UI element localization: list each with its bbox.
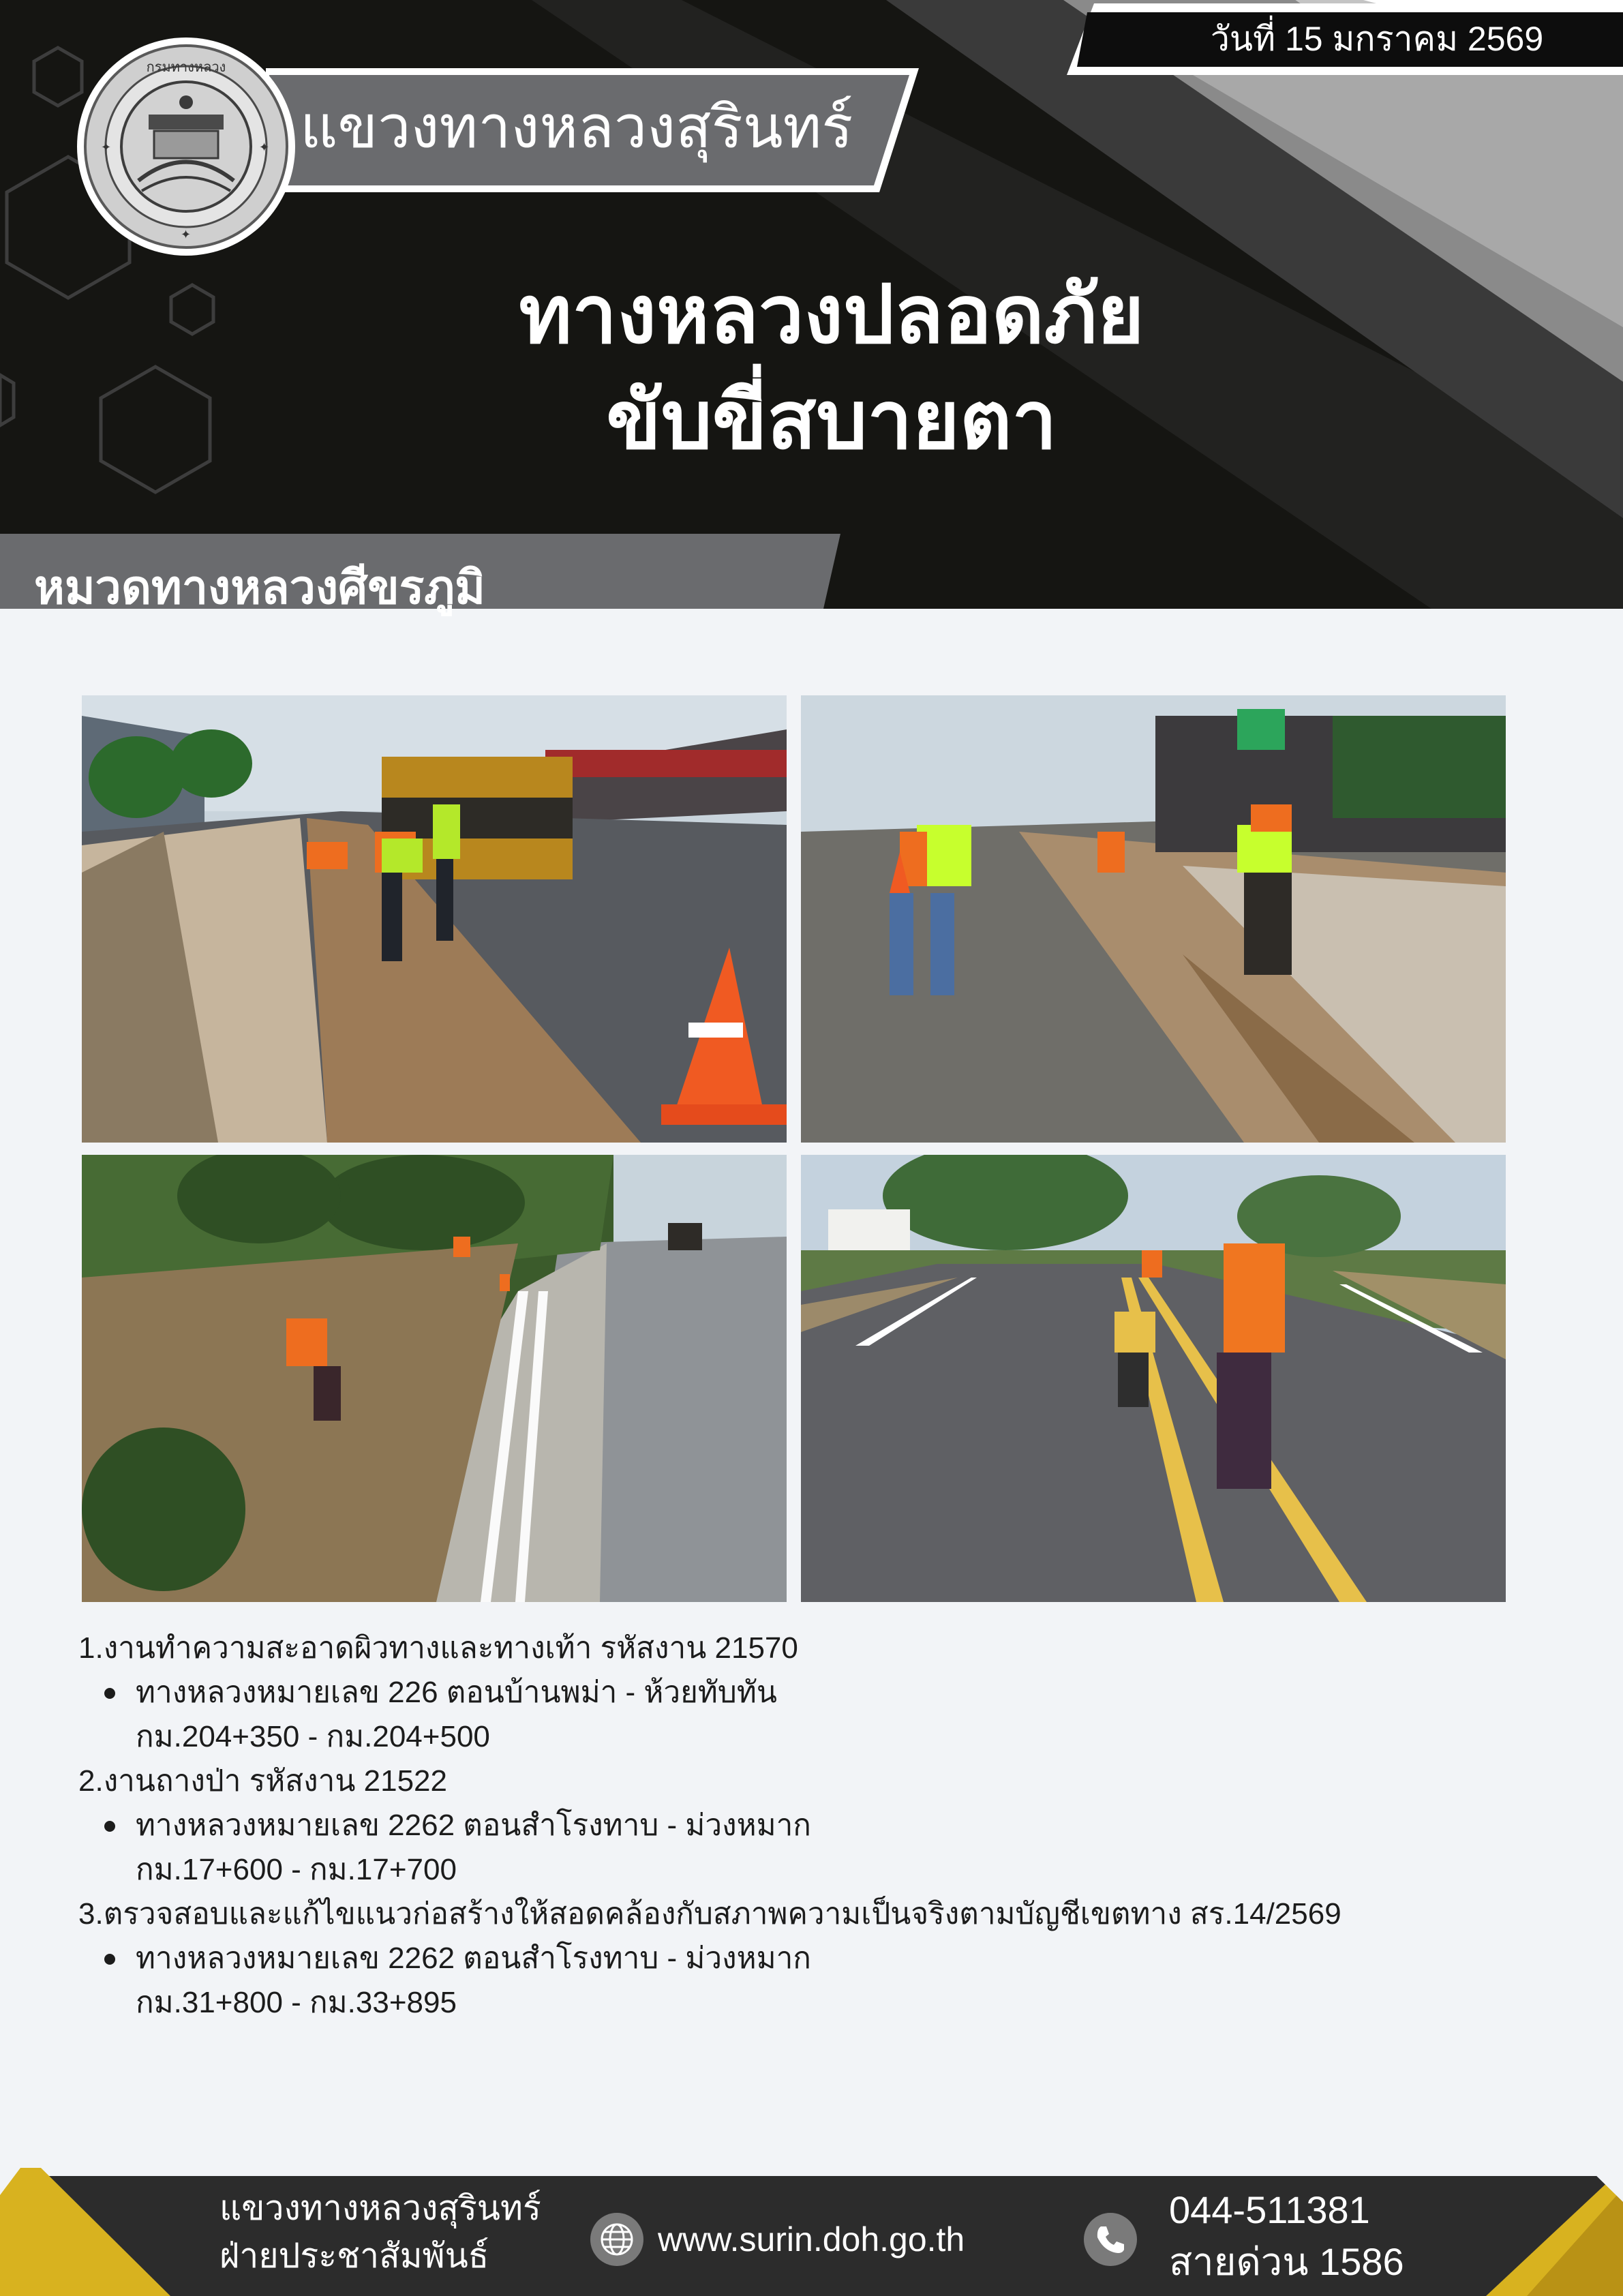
bullet-icon [104,1688,115,1699]
agency-logo [74,34,299,259]
svg-text:กรมทางหลวง: กรมทางหลวง [146,59,226,75]
svg-text:✦: ✦ [181,228,192,242]
agency-name: แขวงทางหลวงสุรินทร์ [300,95,853,160]
footer-department: ฝ่ายประชาสัมพันธ์ [219,2237,489,2275]
globe-icon [590,2213,643,2266]
photo-grass-clearing [82,1155,787,1602]
work-list [78,1626,1544,2025]
work-title: 3.ตรวจสอบและแก้ไขแนวก่อสร้างให้สอดคล้องกับสภาพความเป็นจริงตามบัญชีเขตทาง สร.14/2569 [78,1897,1341,1931]
date-label: วันที่ 15 มกราคม 2569 [1210,20,1544,58]
list-item [78,1892,1544,2025]
work-title: 1.งานทำความสะอาดผิวทางและทางเท้า รหัสงาน 21570 [78,1631,798,1665]
work-route: ทางหลวงหมายเลข 226 ตอนบ้านพม่า - ห้วยทับทัน [78,1670,1544,1715]
footer-contact [1169,2184,1510,2288]
work-route: ทางหลวงหมายเลข 2262 ตอนสำโรงทาบ - ม่วงหมาก [78,1936,1544,1980]
svg-text:✦: ✦ [101,140,112,155]
work-km: กม.204+350 - กม.204+500 [136,1720,490,1753]
photo-road-cleaning-2 [801,695,1506,1143]
work-route: ทางหลวงหมายเลข 2262 ตอนสำโรงทาบ - ม่วงหมาก [78,1803,1544,1847]
svg-text:✦: ✦ [259,140,270,155]
title-line-1: ทางหลวงปลอดภัย [519,270,1144,360]
section-title: หมวดทางหลวงศีขรภูมิ [34,562,485,614]
photo-road-cleaning-1 [82,695,787,1143]
work-km: กม.17+600 - กม.17+700 [136,1853,457,1886]
title-line-2: ขับขี่สบายตา [606,376,1057,466]
work-title: 2.งานถางป่า รหัสงาน 21522 [78,1764,447,1798]
list-item [78,1759,1544,1892]
list-item [78,1626,1544,1759]
photo-road-inspection [801,1155,1506,1602]
hotline-number[interactable]: สายด่วน 1586 [1169,2240,1404,2283]
work-km: กม.31+800 - กม.33+895 [136,1986,457,2019]
phone-number[interactable]: 044-511381 [1169,2188,1370,2231]
footer-agency [219,2184,601,2280]
bullet-icon [104,1821,115,1832]
page-title [341,262,1322,474]
website-link[interactable]: www.surin.doh.go.th [658,2220,965,2259]
bullet-icon [104,1954,115,1965]
phone-icon [1084,2213,1137,2266]
footer-agency-name: แขวงทางหลวงสุรินทร์ [219,2189,541,2227]
